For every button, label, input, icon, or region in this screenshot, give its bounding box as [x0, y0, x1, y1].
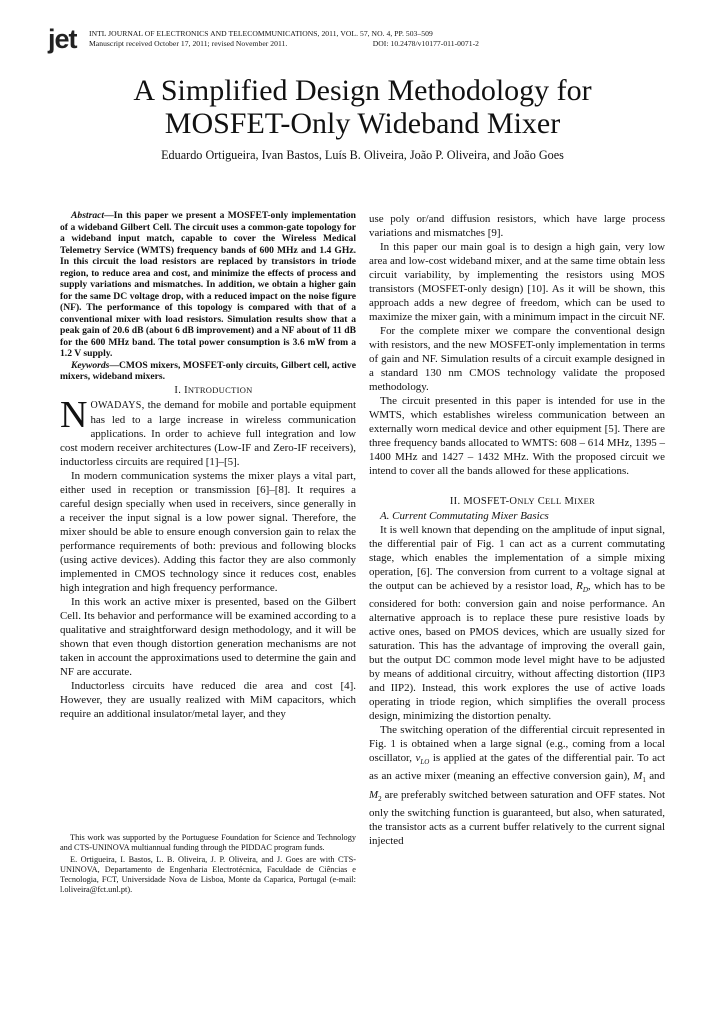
abstract-label: Abstract	[71, 210, 105, 221]
right-paragraph-3: The circuit presented in this paper is intended for use in the WMTS, which establishes wireless communication between an externally worn medical device and other equipment [5]. There are three frequency bands allocated to WMTS: 608 – 614 MHz, 1395 – 1400 MHz and 1427 – 1432 MHz. With the proposed circuit we intend to cover all the bands allowed for these applications.	[369, 395, 665, 477]
left-column	[60, 210, 356, 721]
intro-paragraph-1: NOWADAYS, the demand for mobile and portable equipment has led to a large increase in wireless communication applications. In order to achieve full integration and low cost modern receiver architectures (Low-IF and Zero-IF receivers), inductorless circuits are required [1]–[5].	[60, 393, 356, 468]
drop-cap: N	[60, 393, 88, 436]
paper-title	[0, 74, 725, 140]
author-list: Eduardo Ortigueira, Ivan Bastos, Luís B. Oliveira, João P. Oliveira, and João Goes	[161, 148, 564, 162]
section-heading-mosfet-only: II. MOSFET-ONLY CELL MIXER	[449, 496, 596, 507]
footnotes	[60, 833, 356, 897]
keywords	[60, 360, 356, 383]
title-line-1: A Simplified Design Methodology for	[133, 74, 592, 107]
abstract-text: —In this paper we present a MOSFET-only implementation of a wideband Gilbert Cell. The circuit uses a common-gate topology for a wideband input match, capable to cover the Wireless Medical Telemetry Service (WMTS) frequency bands of 600 MHz and 1.4 GHz. In this circuit the load resistors are replaced by transistors in triode region, to reduce area and cost, and minimize the effects of process and supply variations and mismatches. In addition, we obtain a higher gain for the same DC voltage drop, with a reduced impact on the noise figure (NF). The performance of this topology is compared with that of a conventional mixer with load resistors. Simulation results show that a peak gain of 20.6 dB (about 6 dB improvement) and a NF about of 11 dB for the 600 MHz band. The total power consumption is 3.6 mW from a 1.2 V supply.	[60, 210, 356, 359]
right-column	[369, 212, 665, 848]
right-paragraph-0: use poly or/and diffusion resistors, which have large process variations and mismatches [9].	[369, 213, 665, 239]
title-line-2: MOSFET-Only Wideband Mixer	[164, 107, 561, 140]
intro-paragraph-3: In this work an active mixer is presented, based on the Gilbert Cell. Its behavior and performance will be examined according to a qualitative and straightforward design methodology, and it will be shown that even though distortion generation mechanisms are not taken in account the approximations used to determine the gain and NF are accurate.	[60, 595, 356, 678]
footnote-affiliation: E. Ortigueira, I. Bastos, L. B. Oliveira, J. P. Oliveira, and J. Goes are with CTS-UNINOVA, Departamento de Engenharia Electrotécnica, Faculdade de Ciências e Tecnologia, FCT, Universidade Nova de Lisboa, Monte da Caparica, Portugal (e-mail: l.oliveira@fct.unl.pt).	[60, 855, 356, 894]
footnote-funding: This work was supported by the Portuguese Foundation for Science and Technology and CTS-UNINOVA multiannual funding through the PIDDAC program funds.	[60, 833, 356, 852]
right-paragraph-5: The switching operation of the differential circuit represented in Fig. 1 is obtained when a large signal (e.g., coming from a local oscillator, $v_{LO}$ is applied at the gates of the differential pair. To act as an active mixer (meaning an effective conversion gain), $M_1$ and $M_2$ are preferably switched between saturation and OFF states. Not only the switching function is guaranteed, but also, when saturated, the transistor acts as a current buffer relatively to the current signal injected	[369, 724, 665, 847]
intro-paragraph-4: Inductorless circuits have reduced die area and cost [4]. However, they are usually realized with MiM capacitors, which require an additional insulator/metal layer, and they	[60, 679, 356, 720]
abstract	[60, 210, 356, 360]
manuscript-dates: Manuscript received October 17, 2011; revised November 2011.	[89, 39, 288, 48]
keywords-label: Keywords	[71, 359, 110, 371]
subsection-heading: A. Current Commutating Mixer Basics	[380, 510, 549, 522]
right-paragraph-1: In this paper our main goal is to design a high gain, very low area and low-cost wideband mixer, and at the same time obtain less circuit variability, by implementing the resistors using MOS transistors (MOSFET-only design) [10]. As it will be shown, this approach adds a new degree of freedom, which can be used to maximize the mixer gain, with a minimum impact in the circuit NF.	[369, 241, 665, 323]
running-header	[89, 29, 479, 49]
right-paragraph-4: It is well known that depending on the amplitude of input signal, the differential pair of Fig. 1 can act as a current commutating stage, which enables the implementation of a simple mixing operation, [6]. The conversion from current to a voltage signal at the output can be achieved by a resistor load, $R_D$, which has to be considered for both: conversion gain and noise performance. An alternative approach is to replace these pure resistive loads by active ones, based on PMOS devices, which are usually sized for saturation. This has the advantage of improving the overall gain, but the output DC common mode level might have to be adjusted by means of additional circuitry, without affecting distortion (IIP3 and IIP2). Instead, this work explores the use of active loads operating in triode region, which simplifies the overall process design, minimizing the distortion penalty.	[369, 524, 665, 723]
intro-paragraph-2: In modern communication systems the mixer plays a vital part, either used in reception or transmission [6]–[8]. It requires a careful design specially when used in receivers, since generally in a receiver the input signal is a low power signal. Therefore, the mixer should be able to ensure enough conversion gain to relax the performance requirements of both: previous and following blocks (using active devices). Adding this factor they are also commonly implemented in CMOS technology since it reduces cost, enables high integration and high frequency performance.	[60, 469, 356, 594]
keywords-text: —CMOS mixers, MOSFET-only circuits, Gilbert cell, active mixers, wideband mixers.	[60, 359, 356, 382]
doi: DOI: 10.2478/v10177-011-0071-2	[372, 39, 479, 48]
section-heading-introduction: I. INTRODUCTION	[174, 384, 253, 396]
journal-logo: jet	[48, 24, 77, 54]
journal-info: INTL JOURNAL OF ELECTRONICS AND TELECOMMUNICATIONS, 2011, VOL. 57, NO. 4, PP. 503–509	[89, 29, 433, 38]
intro-lead: OWADAYS	[90, 399, 142, 411]
right-paragraph-2: For the complete mixer we compare the conventional design with resistors, and the new MOSFET-only implementation in terms of gain and NF. Simulation results of a circuit example designed in a standard 130 nm CMOS technology validate the proposed methodology.	[369, 325, 665, 393]
